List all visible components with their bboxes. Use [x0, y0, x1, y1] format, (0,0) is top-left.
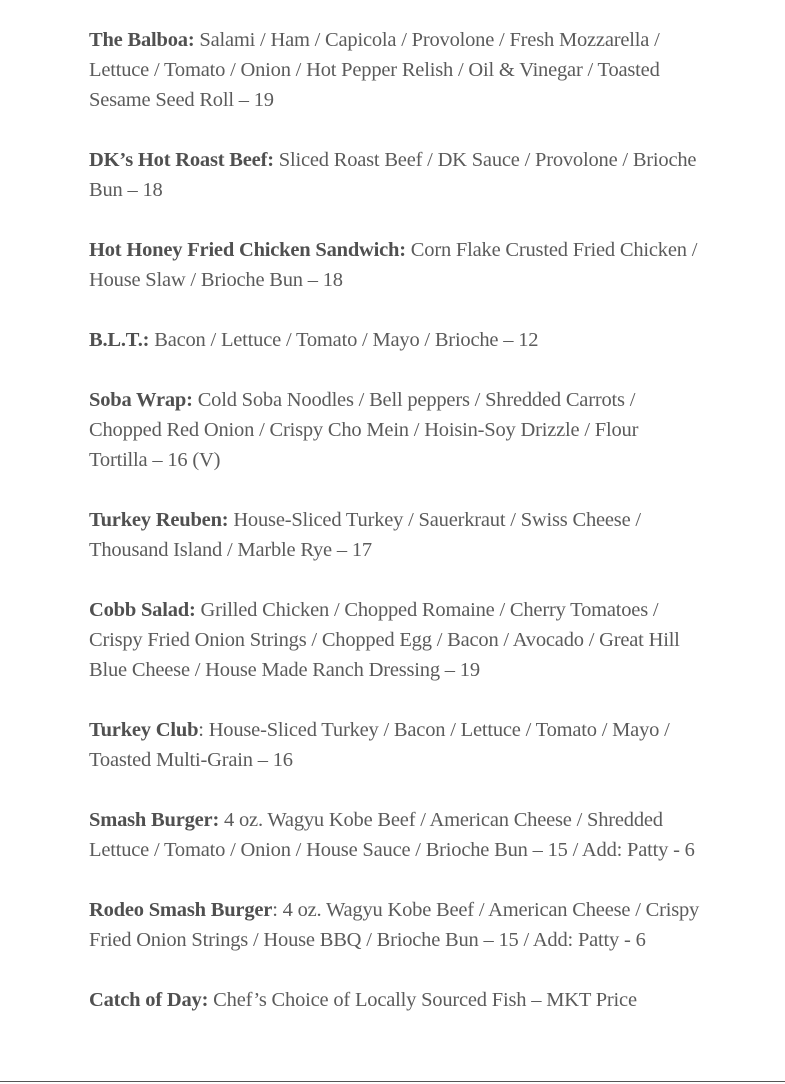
- menu-item-description: Bacon / Lettuce / Tomato / Mayo / Brioche – 12: [149, 329, 539, 351]
- menu-item-turkey-reuben: [89, 505, 701, 565]
- menu-item-name: Catch of Day:: [89, 989, 209, 1011]
- menu-item-name: Rodeo Smash Burger: [89, 899, 273, 921]
- menu-item-name: Turkey Club: [89, 719, 199, 741]
- menu-item-name: Hot Honey Fried Chicken Sandwich:: [89, 239, 406, 261]
- menu-item-name: Turkey Reuben:: [89, 509, 229, 531]
- menu-item-description: Salami / Ham / Capicola / Provolone / Fresh Mozzarella / Lettuce / Tomato / Onion / Hot Pepper Relish / Oil & Vinegar / Toasted Sesame Seed Roll – 19: [89, 29, 660, 111]
- menu-item-rodeo-smash-burger: [89, 895, 701, 955]
- menu-item-turkey-club: [89, 715, 701, 775]
- menu-list: [89, 25, 701, 1045]
- menu-item-soba-wrap: [89, 385, 701, 475]
- menu-item-name: Smash Burger:: [89, 809, 220, 831]
- menu-item-blt: [89, 325, 701, 355]
- menu-item-description: 4 oz. Wagyu Kobe Beef / American Cheese / Shredded Lettuce / Tomato / Onion / House Sauce / Brioche Bun – 15 / Add: Patty - 6: [89, 809, 695, 861]
- bottom-divider: [0, 1081, 785, 1082]
- menu-item-description: House-Sliced Turkey / Sauerkraut / Swiss Cheese / Thousand Island / Marble Rye – 17: [89, 509, 641, 561]
- menu-item-hot-honey-chicken: [89, 235, 701, 295]
- menu-item-name: B.L.T.:: [89, 329, 150, 351]
- menu-item-name: Cobb Salad:: [89, 599, 196, 621]
- menu-item-name: Soba Wrap:: [89, 389, 193, 411]
- menu-item-cobb-salad: [89, 595, 701, 685]
- menu-item-description: Sliced Roast Beef / DK Sauce / Provolone / Brioche Bun – 18: [89, 149, 697, 201]
- menu-item-description: Grilled Chicken / Chopped Romaine / Cherry Tomatoes / Crispy Fried Onion Strings / Chopped Egg / Bacon / Avocado / Great Hill Blue Cheese / House Made Ranch Dressing – 19: [89, 599, 680, 681]
- menu-item-name: The Balboa:: [89, 29, 195, 51]
- menu-item-smash-burger: [89, 805, 701, 865]
- menu-item-hot-roast-beef: [89, 145, 701, 205]
- menu-item-description: : 4 oz. Wagyu Kobe Beef / American Cheese / Crispy Fried Onion Strings / House BBQ / Brioche Bun – 15 / Add: Patty - 6: [89, 899, 700, 951]
- menu-item-description: Corn Flake Crusted Fried Chicken / House Slaw / Brioche Bun – 18: [89, 239, 698, 291]
- menu-item-description: : House-Sliced Turkey / Bacon / Lettuce / Tomato / Mayo / Toasted Multi-Grain – 16: [89, 719, 670, 771]
- menu-item-balboa: [89, 25, 701, 115]
- menu-item-description: Chef’s Choice of Locally Sourced Fish – MKT Price: [208, 989, 637, 1011]
- menu-item-description: Cold Soba Noodles / Bell peppers / Shredded Carrots / Chopped Red Onion / Crispy Cho Mein / Hoisin-Soy Drizzle / Flour Tortilla – 16 (V): [89, 389, 639, 471]
- menu-item-catch-of-day: [89, 985, 701, 1015]
- menu-item-name: DK’s Hot Roast Beef:: [89, 149, 274, 171]
